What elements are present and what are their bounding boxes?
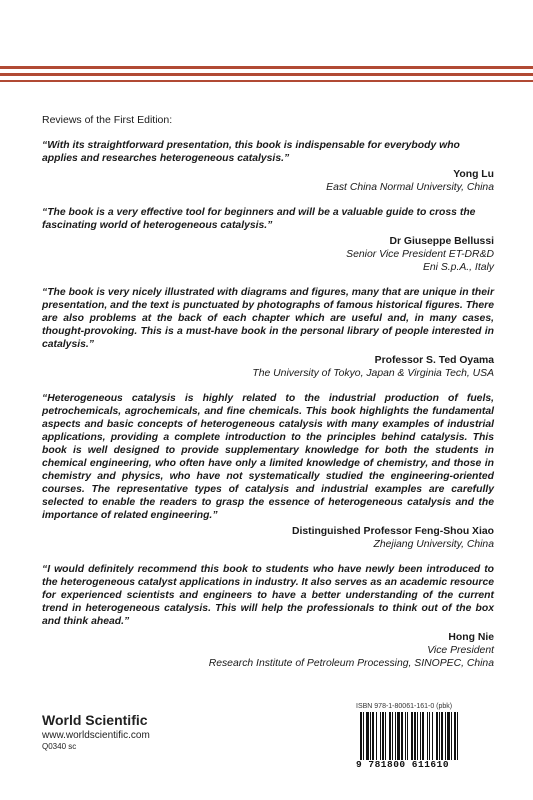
isbn-label: ISBN 978-1-80061-161-0 (pbk) — [356, 703, 453, 710]
barcode-bar — [445, 712, 446, 760]
barcode-bar — [370, 712, 371, 760]
reviewer-affiliation: Vice President — [427, 645, 494, 656]
reviewer — [42, 168, 494, 194]
reviewer-name: Distinguished Professor Feng-Shou Xiao — [291, 526, 494, 537]
barcode-bar — [414, 712, 416, 760]
barcode-bar — [420, 712, 421, 760]
barcode-bar — [441, 712, 443, 760]
barcode-bar — [401, 712, 403, 760]
barcode-bar — [447, 712, 450, 760]
barcode-bar — [385, 712, 386, 760]
barcode-bar — [360, 712, 362, 760]
stripe-1 — [0, 66, 533, 69]
reviewer-affiliation: Eni S.p.A., Italy — [422, 262, 494, 273]
review-quote: “The book is a very effective tool for beginners and will be a valuable guide to cross the fascinating world of heterogeneous catalysis.” — [42, 207, 476, 231]
reviews-section — [42, 114, 494, 682]
publisher-website: www.worldscientific.com — [42, 730, 150, 741]
barcode-bars — [356, 712, 490, 760]
barcode-bar — [411, 712, 413, 760]
barcode-bar — [457, 712, 458, 760]
reviewer-name: Professor S. Ted Oyama — [374, 355, 494, 366]
barcode-bar — [382, 712, 384, 760]
review-quote: “The book is very nicely illustrated with diagrams and figures, many that are unique in their presentation, and the text is punctuated by photographs of famous historical figures. There are also problems at the back of each chapter which are useful and, in many cases, thought-provoking. This is a must-have book in the personal library of people interested in catalysis.” — [42, 287, 494, 350]
barcode-bar — [427, 712, 428, 760]
barcode-bar — [395, 712, 396, 760]
barcode-bar — [363, 712, 364, 760]
barcode-bar — [372, 712, 374, 760]
barcode — [352, 703, 494, 775]
barcode-bar — [451, 712, 452, 760]
barcode-bar — [439, 712, 440, 760]
reviewer — [42, 235, 494, 274]
barcode-bar — [432, 712, 433, 760]
barcode-bar — [417, 712, 418, 760]
review-quote: “I would definitely recommend this book to students who have newly been introduced to the heterogeneous catalyst applications in industry. It also serves as an academic resource for experienced scientists and engineers to have a better understanding of the current trend in heterogeneous catalysis. This will help the professionals to think out of the box and think ahead.” — [42, 564, 494, 627]
review-3 — [42, 286, 494, 380]
stripe-2 — [0, 73, 533, 76]
barcode-bar — [454, 712, 456, 760]
barcode-bar — [405, 712, 406, 760]
review-quote: “Heterogeneous catalysis is highly related to the industrial production of fuels, petrochemicals, agrochemicals, and fine chemicals. This book highlights the fundamental aspects and basic concepts of heterogeneous catalysis with many examples of industrial applications, providing a complete introduction to the principles behind catalysis. This book is well designed to provide supplementary knowledge for both the students in chemical engineering, who often have only a limited knowledge of chemistry, and those in chemistry and physics, who have not systematically studied the engineering-oriented courses. The representative types of catalysis and industrial examples are carefully selected to enable the readers to grasp the essence of heterogeneous catalysis and the importance of related engineering.” — [42, 393, 494, 521]
barcode-bar — [436, 712, 438, 760]
reviews-heading: Reviews of the First Edition: — [42, 114, 173, 126]
barcode-bar — [366, 712, 369, 760]
publisher-block — [42, 712, 150, 751]
review-1 — [42, 139, 494, 194]
barcode-bar — [429, 712, 430, 760]
barcode-bar — [392, 712, 393, 760]
review-quote: “With its straightforward presentation, this book is indispensable for everybody who applies and researches heterogeneous catalysis.” — [42, 140, 460, 164]
reviewer-name: Hong Nie — [448, 632, 494, 643]
reviewer-affiliation: Zhejiang University, China — [373, 539, 494, 550]
barcode-bar — [389, 712, 391, 760]
barcode-bar — [397, 712, 400, 760]
reviewer-affiliation: Senior Vice President ET-DR&D — [346, 249, 494, 260]
review-5 — [42, 563, 494, 670]
barcode-bar — [380, 712, 381, 760]
reviewer — [42, 525, 494, 551]
barcode-bar — [407, 712, 408, 760]
reviewer-affiliation: East China Normal University, China — [326, 182, 494, 193]
reviewer-name: Dr Giuseppe Bellussi — [389, 236, 494, 247]
barcode-bar — [422, 712, 424, 760]
barcode-digits: 9 781800 611610 — [356, 759, 450, 770]
header-stripes — [0, 66, 533, 86]
publisher-name: World Scientific — [42, 712, 148, 728]
reviewer — [42, 354, 494, 380]
reviewer-affiliation: The University of Tokyo, Japan & Virginia Tech, USA — [252, 368, 494, 379]
review-2 — [42, 206, 494, 274]
review-4 — [42, 392, 494, 551]
reviewer — [42, 631, 494, 670]
stripe-3 — [0, 80, 533, 82]
reviewer-name: Yong Lu — [453, 169, 494, 180]
product-code: Q0340 sc — [42, 742, 77, 751]
barcode-bar — [376, 712, 377, 760]
reviewer-affiliation: Research Institute of Petroleum Processing, SINOPEC, China — [208, 658, 494, 669]
